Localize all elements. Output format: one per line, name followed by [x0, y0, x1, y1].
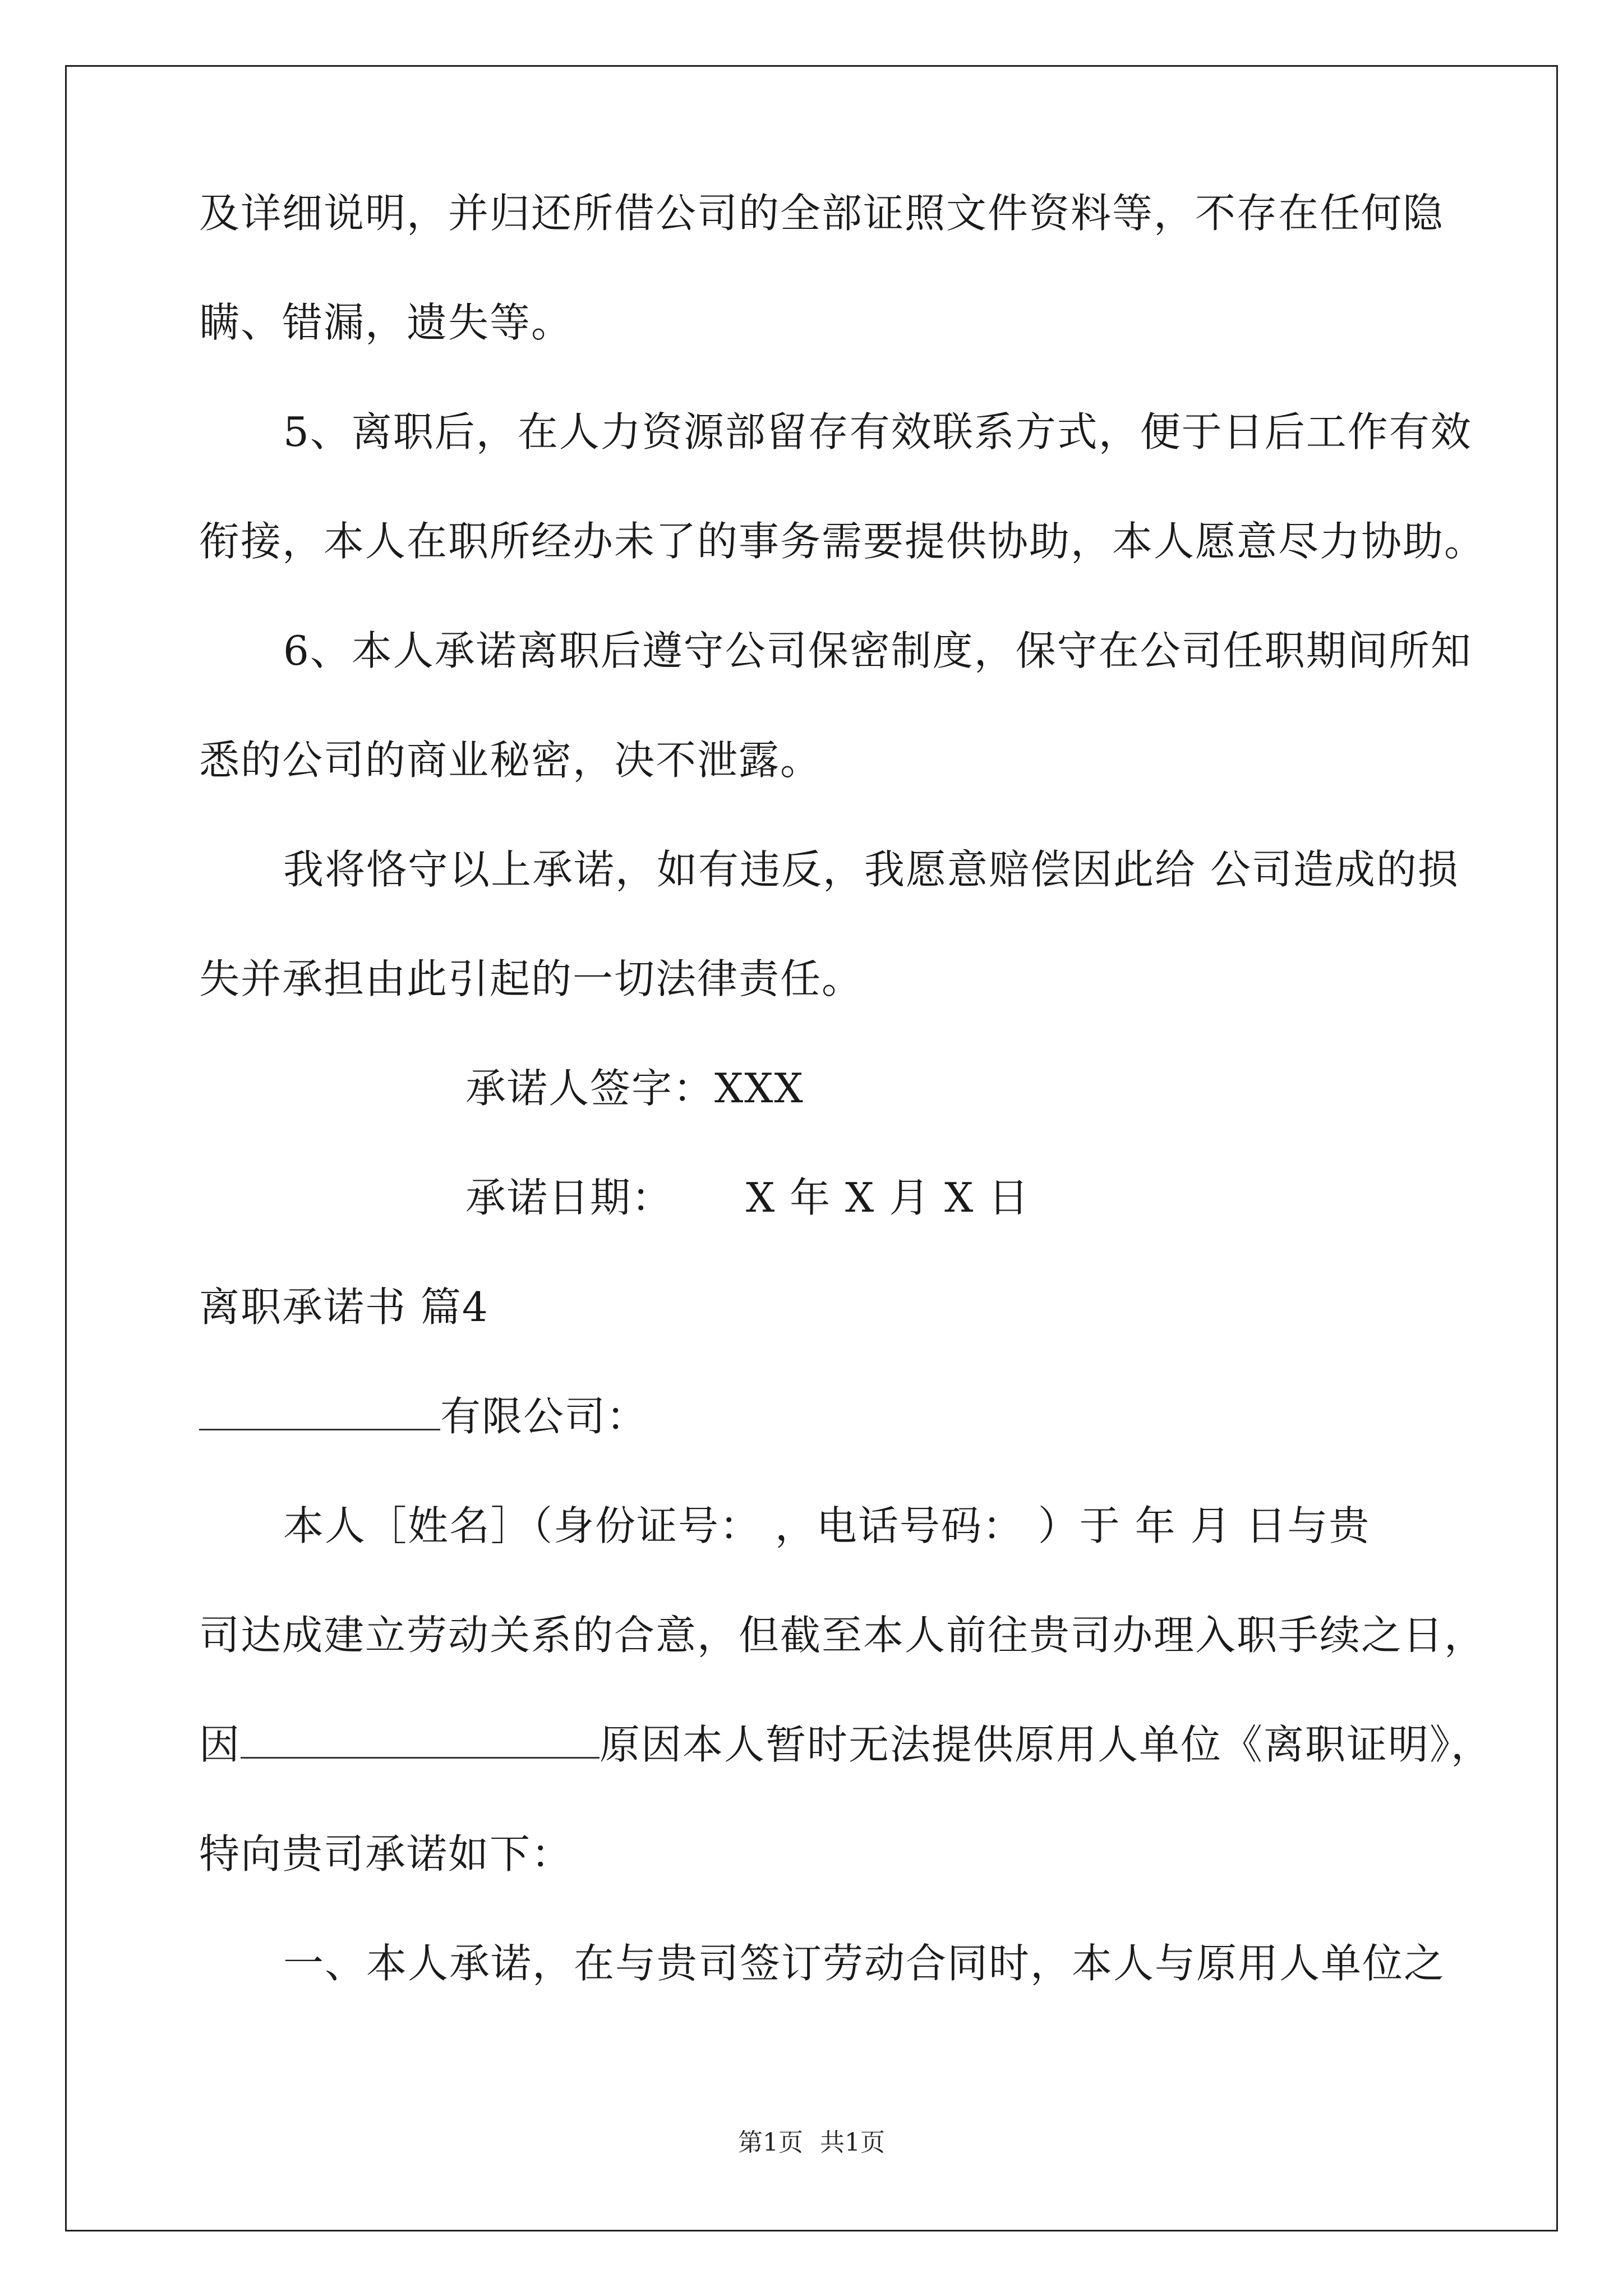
page-number: 第1页: [738, 2128, 803, 2157]
page-total: 共1页: [820, 2128, 885, 2157]
document-body: [199, 185, 1493, 2045]
date-line: [199, 1170, 1433, 1226]
section-title: 离职承诺书 篇4: [199, 1283, 489, 1331]
reason-blank: [241, 1717, 600, 1759]
date-label: 承诺日期：: [465, 1174, 674, 1221]
paragraph-line: 失并承担由此引起的一切法律责任。: [199, 955, 864, 1002]
reason-line: [199, 1717, 1493, 1773]
paragraph-line: 5、离职后，在人力资源部留存有效联系方式，便于日后工作有效: [283, 408, 1472, 455]
paragraph-line: 衔接，本人在职所经办未了的事务需要提供协助，本人愿意尽力协助。: [199, 518, 1486, 565]
paragraph-line: 司达成建立劳动关系的合意，但截至本人前往贵司办理入职手续之日，: [199, 1612, 1486, 1659]
reason-prefix: 因: [199, 1721, 241, 1768]
paragraph-line: 本人［姓名］（身份证号： ，电话号码： ）于 年 月 日与贵: [283, 1502, 1371, 1549]
company-blank: [199, 1388, 440, 1430]
paragraph-line: 特向贵司承诺如下：: [199, 1830, 573, 1878]
paragraph-line: 6、本人承诺离职后遵守公司保密制度，保守在公司任职期间所知: [283, 627, 1472, 674]
paragraph-line: 悉的公司的商业秘密，决不泄露。: [199, 737, 822, 784]
page-footer: [0, 2126, 1623, 2160]
company-line: [199, 1388, 1433, 1444]
paragraph-line: 我将恪守以上承诺，如有违反，我愿意赔偿因此给 公司造成的损: [283, 846, 1459, 893]
reason-suffix: 原因本人暂时无法提供原用人单位《离职证明》，: [600, 1721, 1493, 1768]
paragraph-line: 及详细说明，并归还所借公司的全部证照文件资料等，不存在任何隐: [199, 190, 1445, 237]
company-suffix: 有限公司：: [440, 1393, 648, 1440]
paragraph-line: 瞒、错漏，遗失等。: [199, 299, 573, 346]
paragraph-line: 一、本人承诺，在与贵司签订劳动合同时，本人与原用人单位之: [283, 1940, 1446, 1987]
signature-line: 承诺人签字：XXX: [465, 1065, 804, 1112]
date-value: X 年 X 月 X 日: [746, 1174, 1030, 1221]
